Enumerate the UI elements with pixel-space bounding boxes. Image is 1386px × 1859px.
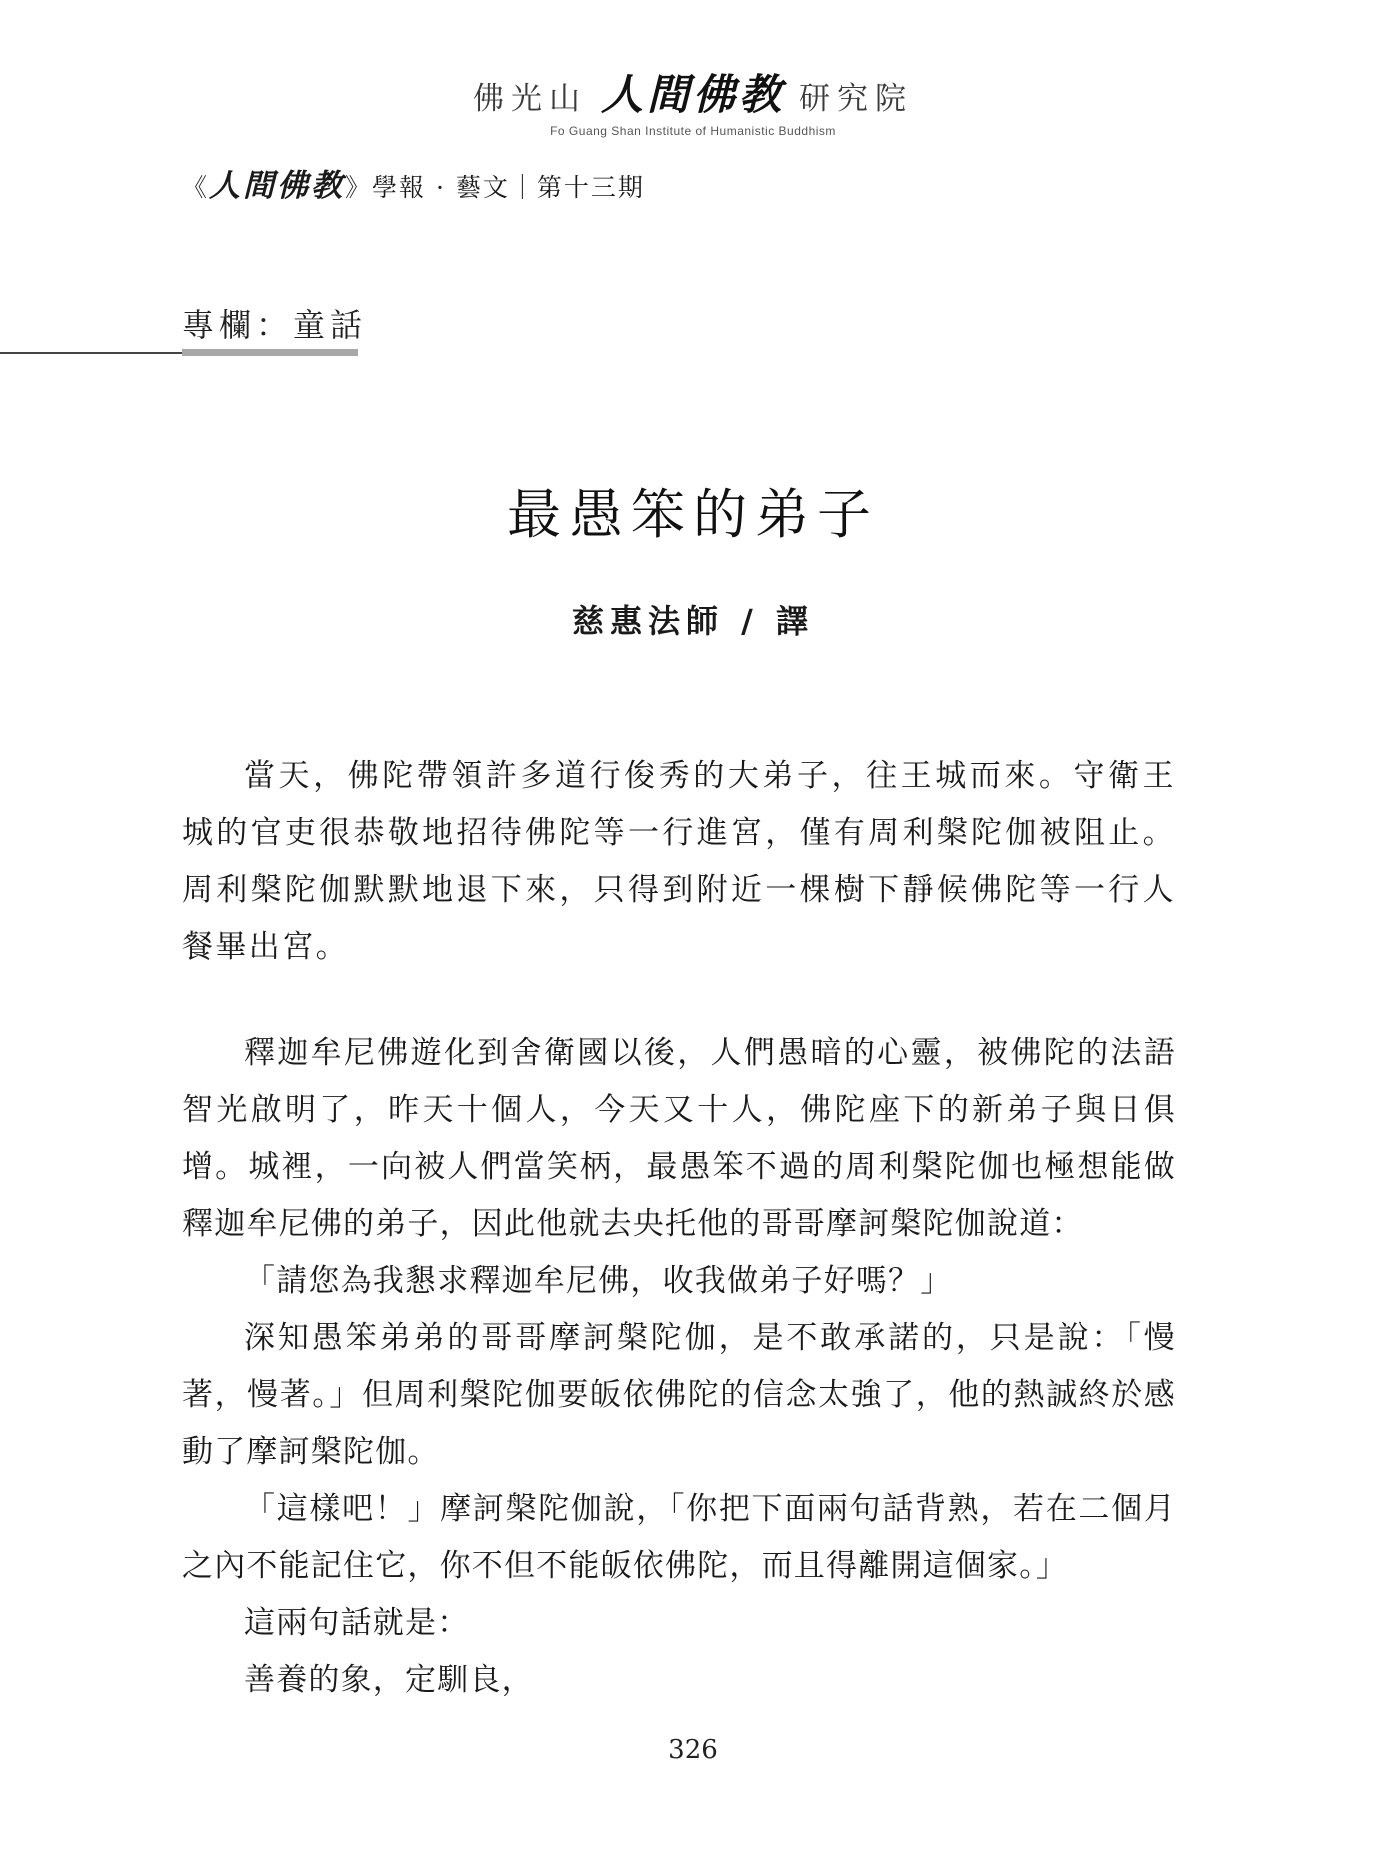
journal-running-head	[182, 160, 645, 205]
institute-english-name: Fo Guang Shan Institute of Humanistic Buddhism	[550, 124, 836, 138]
column-underline-bar	[182, 349, 358, 356]
institute-logo-calligraphy: 人間佛教	[600, 70, 785, 119]
institute-name	[0, 62, 1386, 122]
paragraph: 「這樣吧！」摩訶槃陀伽說，「你把下面兩句話背熟，若在二個月之內不能記住它，你不但不能皈依佛陀，而且得離開這個家。」	[182, 1491, 1176, 1584]
paragraph: 當天，佛陀帶領許多道行俊秀的大弟子，往王城而來。守衛王城的官吏很恭敬地招待佛陀等一行進宮，僅有周利槃陀伽被阻止。周利槃陀伽默默地退下來，只得到附近一棵樹下靜候佛陀等一行人餐畢出宮。	[182, 758, 1176, 965]
body-block-1	[182, 748, 1176, 976]
institute-prefix: 佛光山	[472, 81, 587, 117]
paragraph: 「請您為我懇求釋迦牟尼佛，收我做弟子好嗎？」	[244, 1263, 953, 1299]
column-label: 專欄：童話	[182, 306, 368, 344]
body-block-2	[182, 1025, 1176, 1709]
institute-header	[0, 62, 1386, 138]
journal-logo-calligraphy: 人間佛教	[209, 168, 346, 204]
paragraph: 深知愚笨弟弟的哥哥摩訶槃陀伽，是不敢承諾的，只是說：「慢著，慢著。」但周利槃陀伽要皈依佛陀的信念太強了，他的熱誠終於感動了摩訶槃陀伽。	[182, 1320, 1176, 1470]
journal-issue-info: 》學報 · 藝文｜第十三期	[345, 173, 645, 202]
institute-suffix: 研究院	[799, 81, 913, 117]
article-title: 最愚笨的弟子	[507, 483, 879, 546]
article-author: 慈惠法師 / 譯	[572, 602, 814, 640]
page-number: 326	[668, 1735, 718, 1765]
paragraph: 釋迦牟尼佛遊化到舍衛國以後，人們愚暗的心靈，被佛陀的法語智光啟明了，昨天十個人，今天又十人，佛陀座下的新弟子與日俱增。城裡，一向被人們當笑柄，最愚笨不過的周利槃陀伽也極想能做釋迦牟尼佛的弟子，因此他就去央托他的哥哥摩訶槃陀伽說道：	[182, 1035, 1176, 1242]
journal-open-quote: 《	[182, 173, 210, 202]
paragraph: 這兩句話就是：	[244, 1605, 470, 1641]
paragraph: 善養的象，定馴良，	[244, 1662, 534, 1698]
